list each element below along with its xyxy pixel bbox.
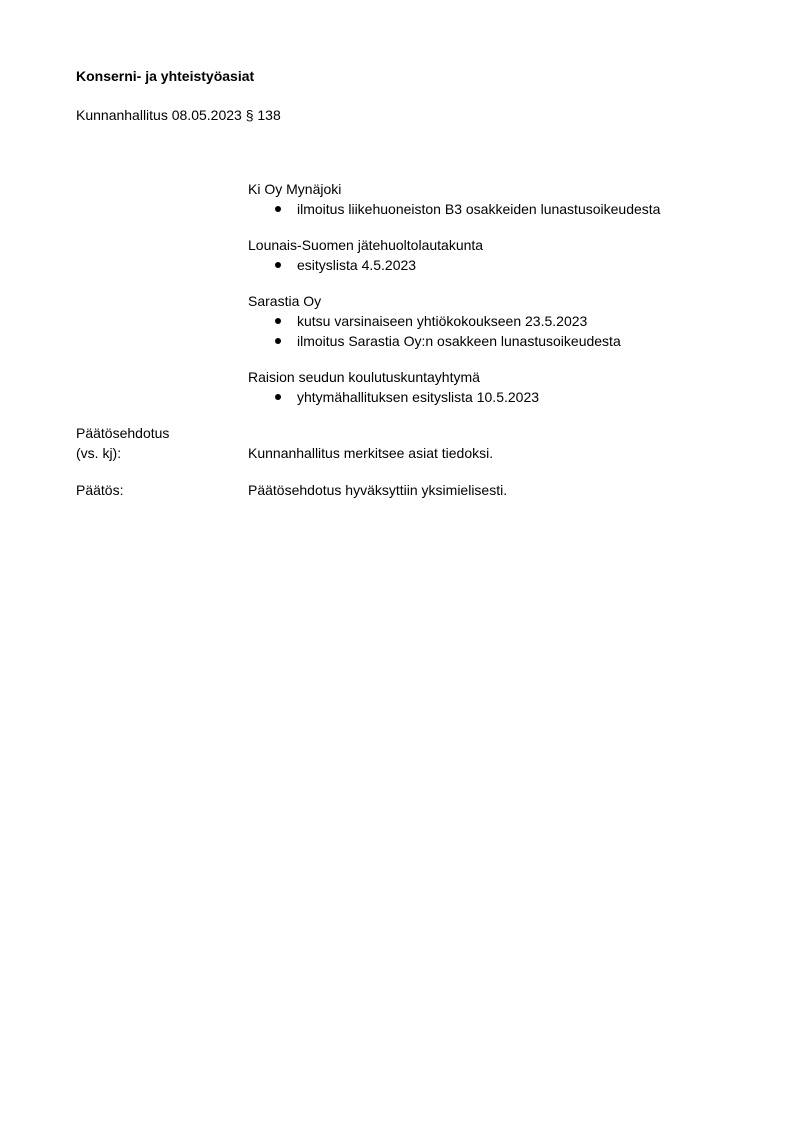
item-list [248,199,748,219]
list-item-text: ilmoitus liikehuoneiston B3 osakkeiden lunastusoikeudesta [297,201,661,217]
list-item-text: ilmoitus Sarastia Oy:n osakkeen lunastusoikeudesta [297,333,621,349]
list-item [248,331,748,351]
section-sarastia-oy [248,291,748,351]
list-item [248,199,748,219]
section-raision-seudun-koulutuskuntayhtyma [248,367,748,407]
organization-name: Sarastia Oy [248,293,322,309]
bullet-icon [275,206,281,212]
item-list [248,387,748,407]
item-list [248,311,748,351]
list-item-text: kutsu varsinaiseen yhtiökokoukseen 23.5.2023 [297,313,588,329]
proposal-label: Päätösehdotus [76,425,170,441]
decision-text: Päätösehdotus hyväksyttiin yksimielisesti. [248,482,508,498]
section-ki-oy-mynajoki [248,179,748,219]
list-item [248,387,748,407]
bullet-icon [275,262,281,268]
bullet-icon [275,338,281,344]
list-item [248,311,748,331]
list-item-text: yhtymähallituksen esityslista 10.5.2023 [297,389,540,405]
page-title: Konserni- ja yhteistyöasiat [76,68,255,84]
meeting-reference: Kunnanhallitus 08.05.2023 § 138 [76,107,281,123]
section-lounais-suomen-jatehuoltolautakunta [248,235,748,275]
list-item [248,255,748,275]
list-item-text: esityslista 4.5.2023 [297,257,417,273]
organization-name: Lounais-Suomen jätehuoltolautakunta [248,237,484,253]
notice-list [248,179,748,423]
bullet-icon [275,394,281,400]
item-list [248,255,748,275]
proposal-label-sub: (vs. kj): [76,445,122,461]
bullet-icon [275,318,281,324]
organization-name: Raision seudun koulutuskuntayhtymä [248,369,480,385]
proposal-text: Kunnanhallitus merkitsee asiat tiedoksi. [248,445,494,461]
organization-name: Ki Oy Mynäjoki [248,181,342,197]
decision-label: Päätös: [76,482,124,498]
